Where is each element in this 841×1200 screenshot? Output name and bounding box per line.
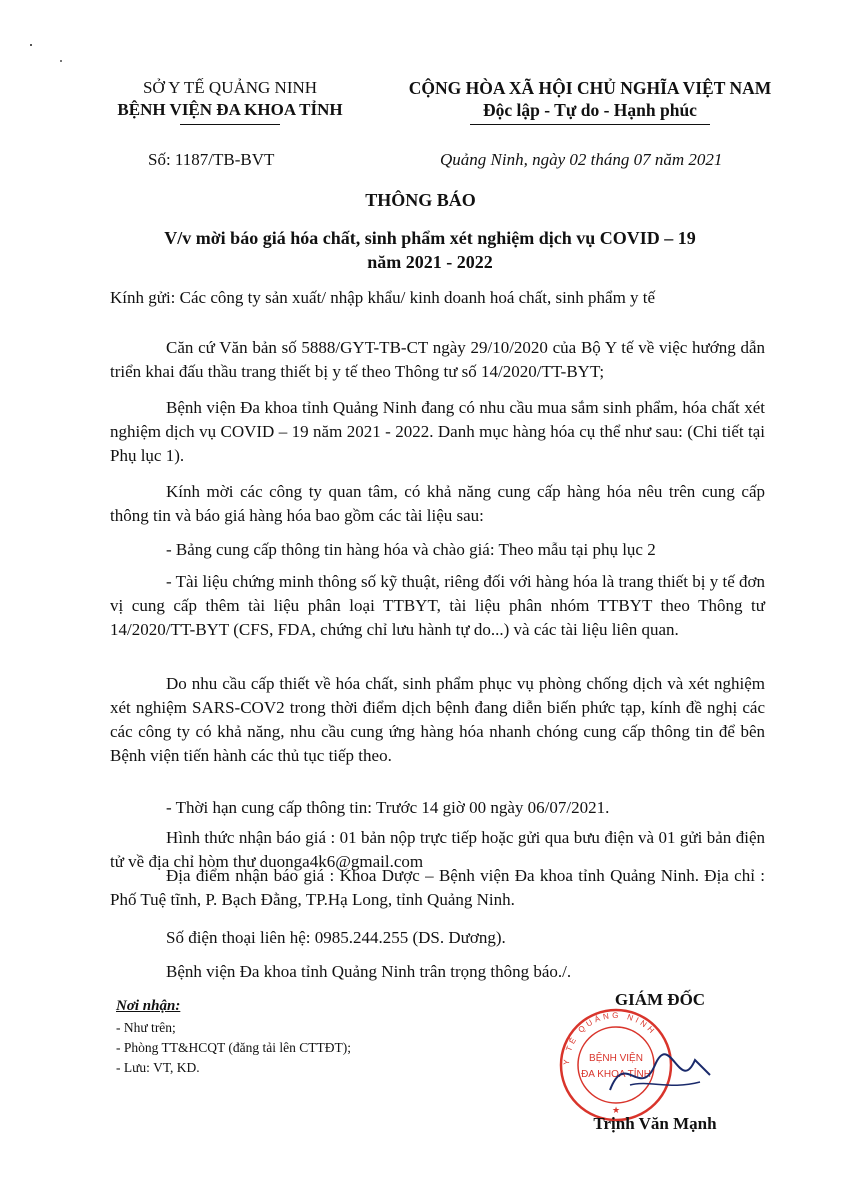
doc-date: Quảng Ninh, ngày 02 tháng 07 năm 2021: [440, 150, 723, 169]
stamp-star-icon: ★: [611, 1106, 621, 1116]
paragraph: Do nhu cầu cấp thiết về hóa chất, sinh phẩm phục vụ phòng chống dịch và xét nghiệm xét nghiệm SARS-COV2 trong thời điểm dịch bệnh đang diễn biến phức tạp, kính đề nghị các các công ty có khả năng, nhu cầu cung ứng hàng hóa nhanh chóng cung cấp thông tin để bên Bệnh viện tiến hành các thủ tục tiếp theo.: [110, 674, 765, 765]
paragraph: - Tài liệu chứng minh thông số kỹ thuật, riêng đối với hàng hóa là trang thiết bị y tế đơn vị cung cấp thêm tài liệu phân loại TTBYT, tài liệu phân nhóm TTBYT theo Thông tư 14/2020/TT-BYT (CFS, FDA, chứng chỉ lưu hành tự do...) và các tài liệu liên quan.: [110, 572, 765, 639]
paragraph: Căn cứ Văn bản số 5888/GYT-TB-CT ngày 29/10/2020 của Bộ Y tế về việc hướng dẫn triển khai đấu thầu trang thiết bị y tế theo Thông tư số 14/2020/TT-BYT;: [110, 338, 765, 381]
stamp-ring-text: Y TẾ QUẢNG NINH: [561, 1010, 659, 1066]
recipient-item: - Lưu: VT, KD.: [116, 1060, 200, 1075]
recipient-item: - Như trên;: [116, 1020, 176, 1035]
doc-number: Số: 1187/TB-BVT: [148, 150, 275, 169]
nation-motto: Độc lập - Tự do - Hạnh phúc: [483, 100, 697, 120]
paragraph: Số điện thoại liên hệ: 0985.244.255 (DS. Dương).: [166, 928, 506, 947]
stamp-line1: BỆNH VIỆN: [589, 1053, 643, 1064]
doc-title: THÔNG BÁO: [365, 190, 476, 210]
handwritten-signature: [600, 1040, 720, 1110]
paragraph: Hình thức nhận báo giá : 01 bản nộp trực tiếp hoặc gửi qua bưu điện và 01 gửi bản điện tử về địa chỉ hòm thư duonga4k6@gmail.com: [110, 828, 765, 871]
signer-title: GIÁM ĐỐC: [614, 990, 706, 1009]
signer-name: Trịnh Văn Mạnh: [593, 1114, 717, 1133]
org-underline: [180, 124, 280, 125]
paragraph: Bệnh viện Đa khoa tỉnh Quảng Ninh đang có nhu cầu mua sắm sinh phẩm, hóa chất xét nghiệm dịch vụ COVID – 19 năm 2021 - 2022. Danh mục hàng hóa cụ thể như sau: (Chi tiết tại Phụ lục 1).: [110, 398, 765, 465]
scan-speck: [60, 60, 62, 62]
recipients-title: Nơi nhận:: [116, 998, 181, 1014]
paragraph: Kính mời các công ty quan tâm, có khả năng cung cấp hàng hóa nêu trên cung cấp thông tin và báo giá hàng hóa bao gồm các tài liệu sau:: [110, 482, 765, 525]
motto-underline: [470, 124, 710, 125]
paragraph: Địa điểm nhận báo giá : Khoa Dược – Bệnh viện Đa khoa tỉnh Quảng Ninh. Địa chỉ : Phố Tuệ tĩnh, P. Bạch Đằng, TP.Hạ Long, tỉnh Quảng Ninh.: [110, 866, 765, 909]
org-parent: SỞ Y TẾ QUẢNG NINH: [142, 78, 318, 97]
recipient-item: - Phòng TT&HCQT (đăng tải lên CTTĐT);: [116, 1040, 351, 1055]
paragraph: - Thời hạn cung cấp thông tin: Trước 14 giờ 00 ngày 06/07/2021.: [166, 798, 610, 817]
addressee: Kính gửi: Các công ty sản xuất/ nhập khẩu/ kinh doanh hoá chất, sinh phẩm y tế: [110, 288, 656, 307]
paragraph: Bệnh viện Đa khoa tỉnh Quảng Ninh trân trọng thông báo./.: [166, 962, 572, 981]
nation-title: CỘNG HÒA XÃ HỘI CHỦ NGHĨA VIỆT NAM: [408, 78, 772, 98]
stamp-line2: ĐA KHOA TỈNH: [581, 1069, 651, 1080]
org-name: BỆNH VIỆN ĐA KHOA TỈNH: [117, 100, 343, 119]
paragraph: - Bảng cung cấp thông tin hàng hóa và chào giá: Theo mẫu tại phụ lục 2: [166, 540, 656, 559]
doc-subtitle: V/v mời báo giá hóa chất, sinh phẩm xét nghiệm dịch vụ COVID – 19 năm 2021 - 2022: [164, 228, 696, 272]
scan-speck: [30, 44, 32, 46]
